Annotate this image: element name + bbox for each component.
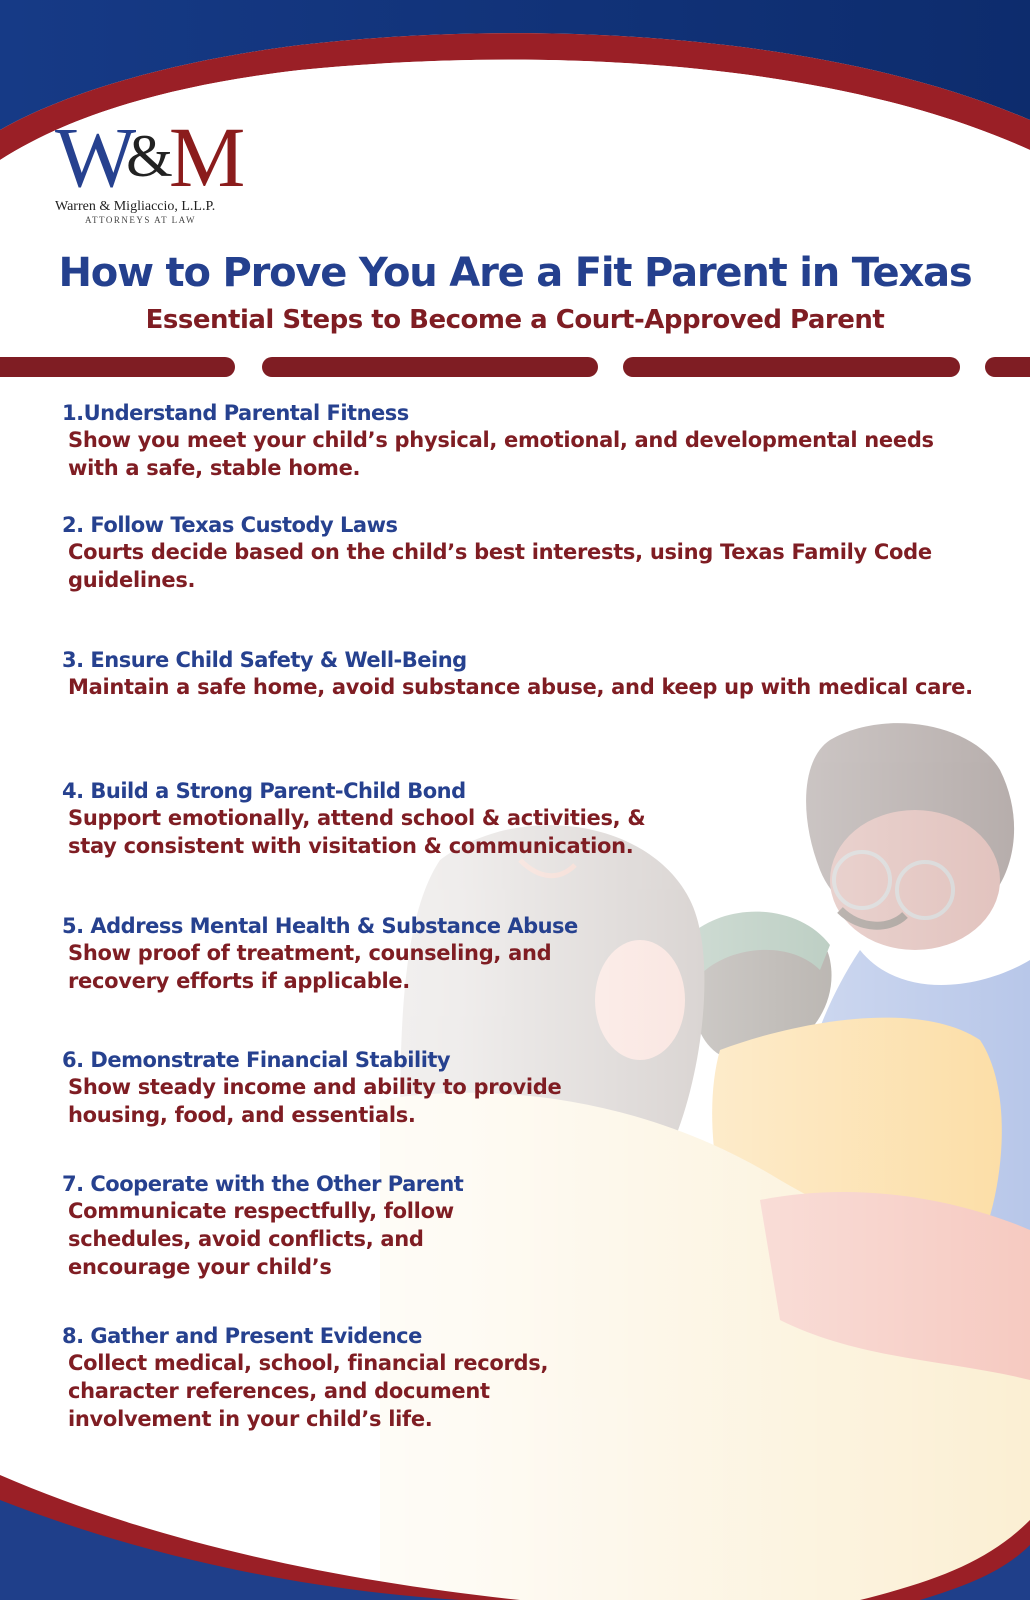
step-description: Support emotionally, attend school & activities, & stay consistent with visitation & communication. (68, 806, 646, 858)
step-3 (62, 647, 982, 701)
logo-letter-m: M (168, 109, 236, 205)
divider-dash (262, 357, 598, 377)
step-heading: 6. Demonstrate Financial Stability (62, 1048, 451, 1072)
firm-tagline: ATTORNEYS AT LAW (85, 215, 196, 225)
step-description: Courts decide based on the child’s best interests, using Texas Family Code guidelines. (68, 540, 932, 592)
step-4 (62, 778, 682, 860)
firm-logo (55, 109, 255, 225)
step-2 (62, 512, 982, 594)
step-heading: 7. Cooperate with the Other Parent (62, 1172, 464, 1196)
divider-dash (0, 357, 235, 377)
divider-dash (985, 357, 1030, 377)
logo-monogram (55, 109, 255, 205)
step-6 (62, 1047, 582, 1129)
step-description: Communicate respectfully, follow schedules, avoid conflicts, and encourage your child’s (68, 1199, 454, 1279)
step-description: Show you meet your child’s physical, emotional, and developmental needs with a safe, stable home. (68, 428, 934, 480)
step-heading: 5. Address Mental Health & Substance Abuse (62, 914, 578, 938)
step-heading: 1.Understand Parental Fitness (62, 401, 409, 425)
step-description: Maintain a safe home, avoid substance abuse, and keep up with medical care. (68, 675, 973, 699)
step-heading: 4. Build a Strong Parent-Child Bond (62, 779, 466, 803)
step-description: Show steady income and ability to provide housing, food, and essentials. (68, 1075, 562, 1127)
step-description: Show proof of treatment, counseling, and recovery efforts if applicable. (68, 941, 552, 993)
step-heading: 8. Gather and Present Evidence (62, 1324, 422, 1348)
step-heading: 2. Follow Texas Custody Laws (62, 513, 398, 537)
logo-ampersand: & (126, 123, 169, 189)
step-1 (62, 400, 982, 482)
step-description: Collect medical, school, financial records, character references, and document involvement in your child’s life. (68, 1351, 549, 1431)
step-5 (62, 913, 582, 995)
step-heading: 3. Ensure Child Safety & Well-Being (62, 648, 467, 672)
page-subtitle: Essential Steps to Become a Court-Approved Parent (145, 305, 885, 335)
page-title: How to Prove You Are a Fit Parent in Texas (58, 250, 972, 296)
logo-letter-w: W (55, 109, 127, 205)
firm-name: Warren & Migliaccio, L.L.P. (55, 199, 216, 214)
step-7 (62, 1171, 482, 1281)
step-8 (62, 1323, 622, 1433)
divider-dash (623, 357, 960, 377)
